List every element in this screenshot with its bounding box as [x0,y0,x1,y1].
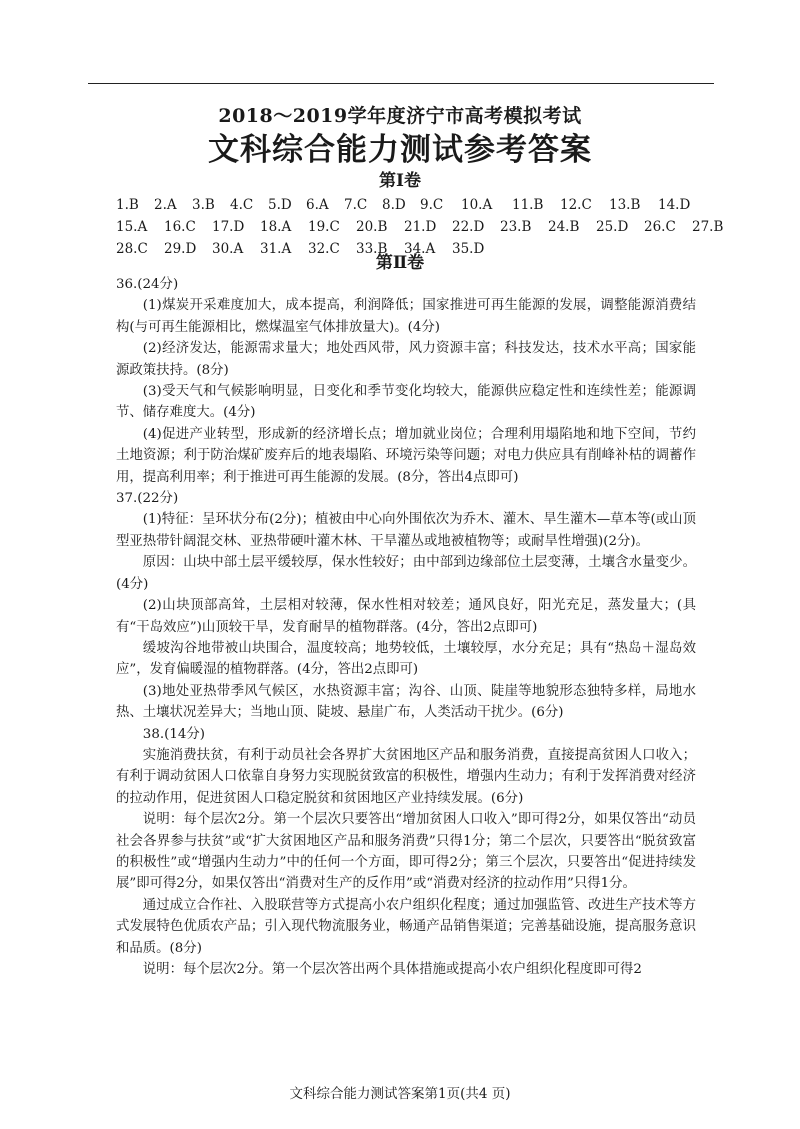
answer-item: 10.A [461,197,493,213]
answer-item: 11.B [512,197,544,213]
answer-item: 7.C [344,197,368,213]
answer-paragraph: 实施消费扶贫，有利于动员社会各界扩大贫困地区产品和服务消费，直接提高贫困人口收入；有利于调动贫困人口依靠自身努力实现脱贫致富的积极性，增强内生动力；有利于发挥消费对经济的拉动作用，促进贫困人口稳定脱贫和贫困地区产业持续发展。(6分) [116,747,696,806]
answer-item: 31.A [260,241,292,257]
answer-paragraph: (2)经济发达，能源需求量大；地处西风带，风力资源丰富；科技发达，技术水平高；国家能源政策扶持。(8分) [116,341,696,378]
answer-paragraph: 原因：山块中部土层平缓较厚，保水性较好；由中部到边缘部位土层变薄，土壤含水量变少。(4分) [116,555,696,592]
answer-item: 28.C [116,241,148,257]
section-1-heading: 第Ⅰ卷 [379,171,421,191]
scoring-note: 说明：每个层次2分。第一个层次只要答出“增加贫困人口收入”即可得2分，如果仅答出“动员社会各界参与扶贫”或“扩大贫困地区产品和服务消费”只得1分；第二个层次，只要答出“脱贫致富的积极性”或“增强内生动力”中的任何一个方面，即可得2分；第三个层次，只要答出“促进持续发展”即可得2分，如果仅答出“消费对生产的反作用”或“消费对经济的拉动作用”只得1分。 [116,812,696,892]
answer-item: 29.D [164,241,197,257]
question-37-heading: 37.(22分) [116,491,179,507]
answer-item: 21.D [404,219,437,235]
answer-item: 12.C [560,197,592,213]
answer-item: 22.D [452,219,485,235]
answer-item: 15.A [116,219,148,235]
answer-paragraph: (2)山块顶部高耸，土层相对较薄，保水性相对较差；通风良好，阳光充足，蒸发量大；(具有“干岛效应”)山顶较干旱，发育耐旱的植物群落。(4分，答出2点即可) [116,598,696,635]
exam-title: 2018～2019学年度济宁市高考模拟考试 [218,105,582,127]
question-38-heading: 38.(14分) [142,726,205,742]
answer-item: 32.C [308,241,340,257]
answer-row-1 [116,194,716,216]
answer-paragraph: 缓坡沟谷地带被山块围合，温度较高；地势较低，土壤较厚，水分充足；具有“热岛＋湿岛效应”，发育偏暖湿的植物群落。(4分，答出2点即可) [116,640,696,678]
answer-item: 34.A [404,241,436,257]
answer-item: 4.C [230,197,254,213]
answer-item: 18.A [260,219,292,235]
answer-item: 25.D [596,219,629,235]
answer-item: 26.C [644,219,676,235]
answer-item: 1.B [116,197,139,213]
answer-item: 24.B [548,219,580,235]
answer-paragraph: (3)受天气和气候影响明显，日变化和季节变化均较大，能源供应稳定性和连续性差；能源调节、储存难度大。(4分) [116,384,696,421]
answer-item: 16.C [164,219,196,235]
answer-item: 27.B [692,219,724,235]
answer-item: 23.B [500,219,532,235]
answer-body [116,274,696,980]
answer-item: 14.D [658,197,691,213]
answer-item: 17.D [212,219,245,235]
answer-item: 9.C [420,197,444,213]
answer-paragraph: (1)特征：呈环状分布(2分)；植被由中心向外围依次为乔木、灌木、旱生灌木—草本等(或山顶型亚热带针阔混交林、亚热带硬叶灌木林、干旱灌丛或地被植物等；或耐旱性增强)(2分)。 [116,512,696,549]
answer-paragraph: (3)地处亚热带季风气候区，水热资源丰富；沟谷、山顶、陡崖等地貌形态独特多样，局地水热、土壤状况差异大；当地山顶、陡坡、悬崖广布，人类活动干扰少。(6分) [116,683,696,721]
answer-item: 30.A [212,241,244,257]
answer-paragraph: (4)促进产业转型，形成新的经济增长点；增加就业岗位；合理利用塌陷地和地下空间，节约土地资源；利于防治煤矿废弃后的地表塌陷、环境污染等问题；对电力供应具有削峰补枯的调蓄作用，提高利用率；利于推进可再生能源的发展。(8分，答出4点即可) [116,426,696,485]
answer-item: 2.A [154,197,177,213]
answer-item: 20.B [356,219,388,235]
question-36-heading: 36.(24分) [116,277,179,292]
answer-row-2 [116,216,724,238]
answer-paragraph: (1)煤炭开采难度加大，成本提高，利润降低；国家推进可再生能源的发展，调整能源消费结构(与可再生能源相比，燃煤温室气体排放量大)。(4分) [116,298,696,335]
answer-item: 33.B [356,241,388,257]
page-footer: 文科综合能力测试答案第1页(共4 页) [289,1086,511,1102]
answer-paragraph: 通过成立合作社、入股联营等方式提高小农户组织化程度；通过加强监管、改进生产技术等方式发展特色优质农产品；引入现代物流服务业，畅通产品销售渠道；完善基础设施，提高服务意识和品质。(8分) [116,897,696,956]
answer-item: 35.D [452,241,485,257]
answer-item: 13.B [609,197,641,213]
answer-item: 3.B [192,197,215,213]
answer-item: 19.C [308,219,340,235]
answer-item: 8.D [382,197,406,213]
section-2-heading: 第Ⅱ卷 [375,253,425,273]
answer-item: 5.D [268,197,292,213]
scoring-note: 说明：每个层次2分。第一个层次答出两个具体措施或提高小农户组织化程度即可得2 [142,962,642,977]
answer-item: 6.A [306,197,329,213]
answer-key-title: 文科综合能力测试参考答案 [208,132,592,168]
header-rule [88,83,714,84]
